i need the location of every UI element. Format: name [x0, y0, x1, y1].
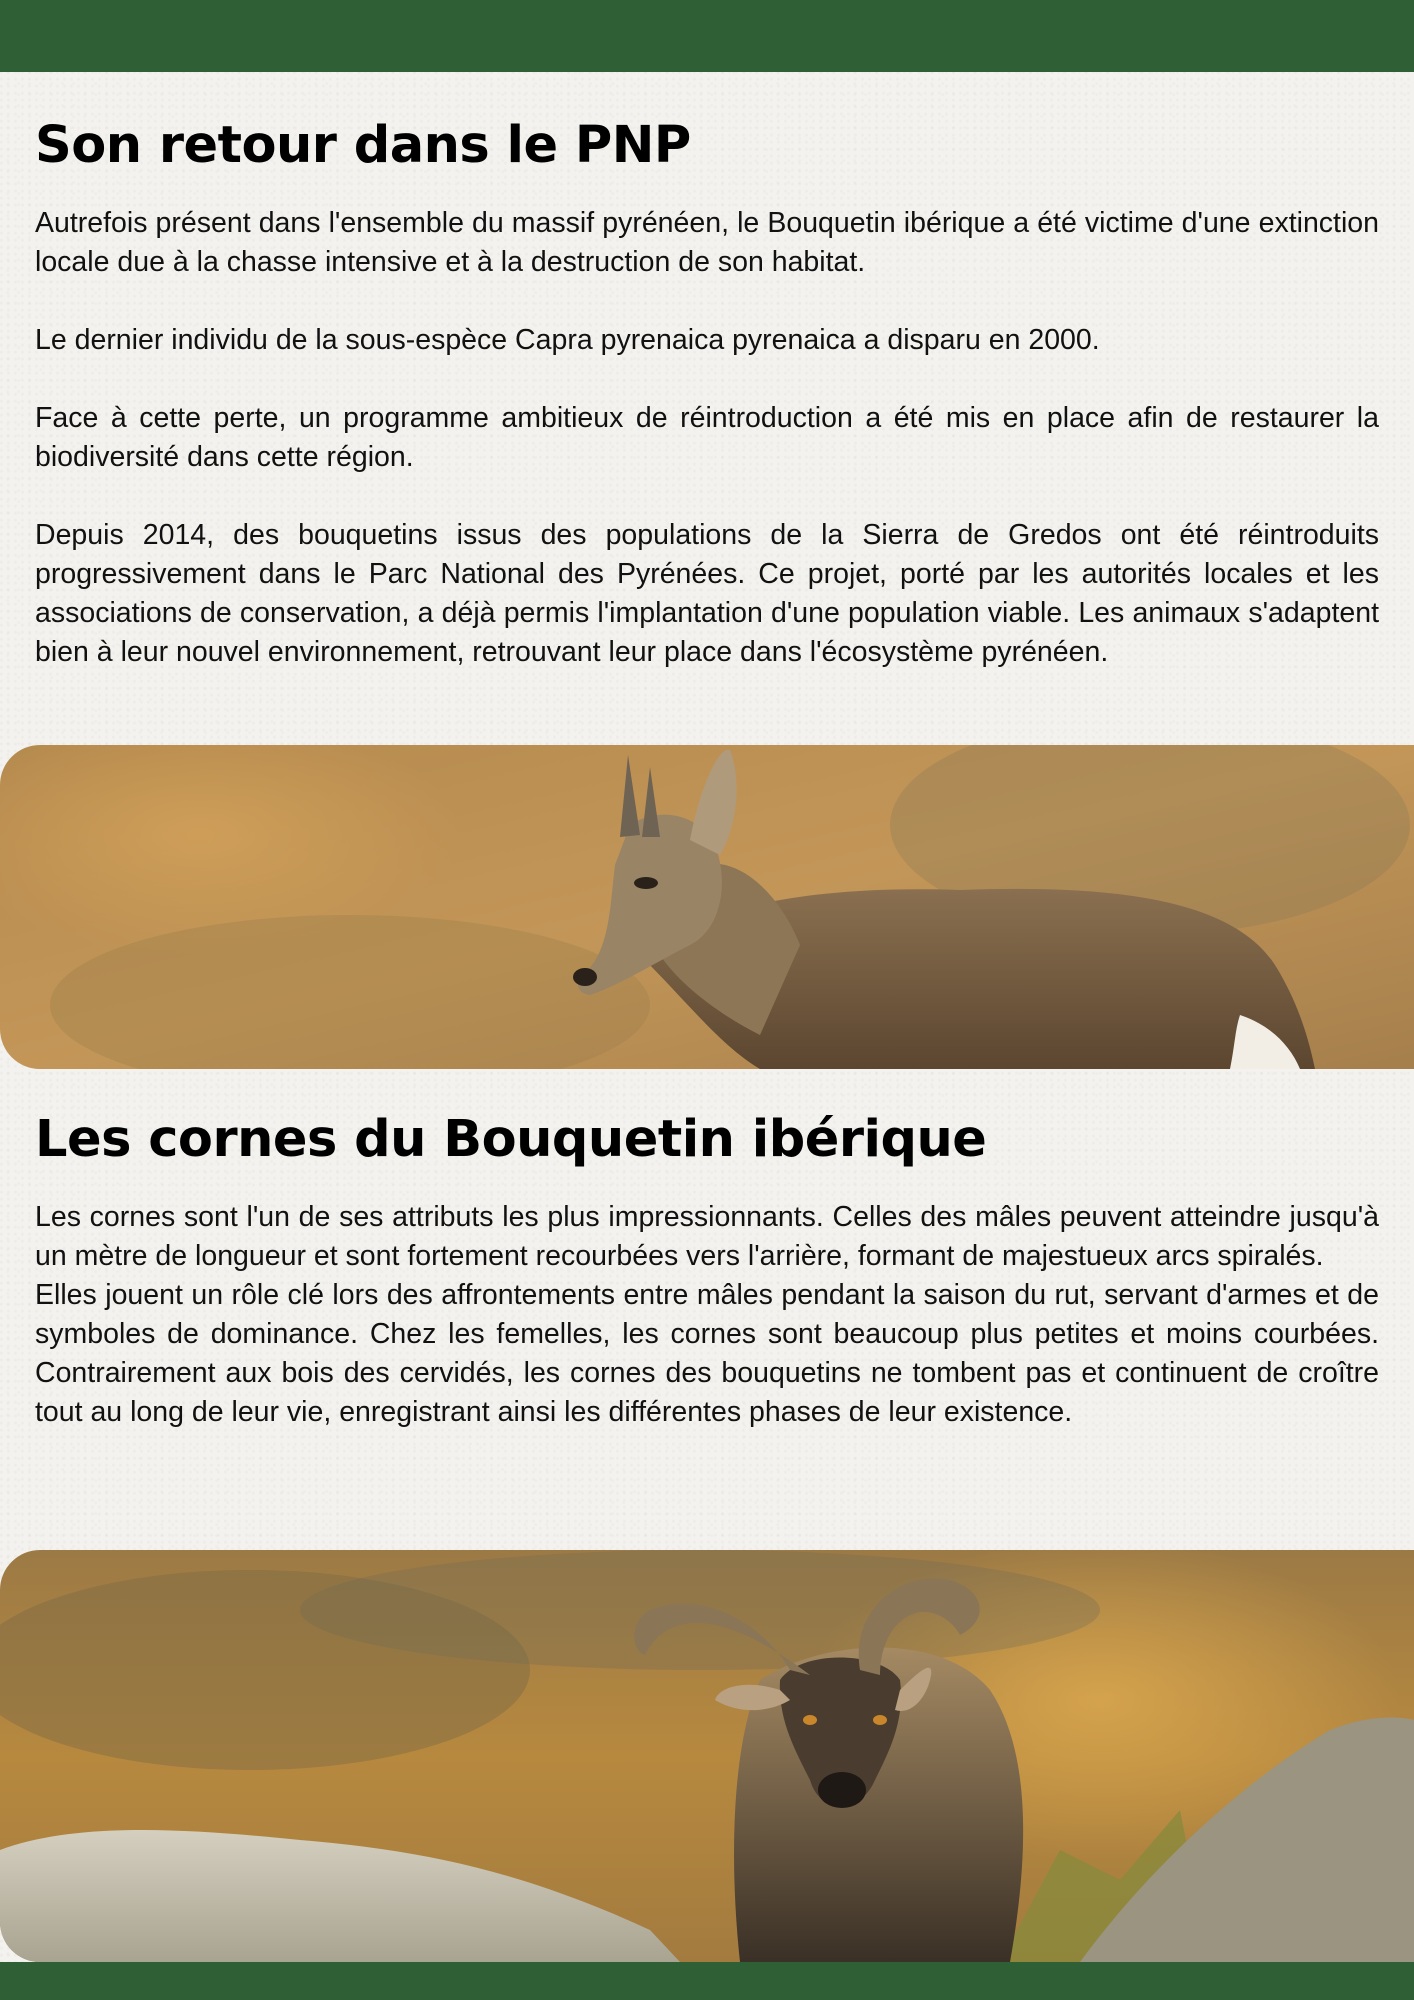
paragraph: Face à cette perte, un programme ambitieux de réintroduction a été mis en place afin de restaurer la biodiversité dans cette région. [35, 402, 1379, 474]
male-ibex-photo [0, 1550, 1414, 1962]
paragraph: Le dernier individu de la sous-espèce Capra pyrenaica pyrenaica a disparu en 2000. [35, 324, 1100, 357]
top-band [0, 0, 1414, 72]
section-title: Les cornes du Bouquetin ibérique [35, 1110, 987, 1169]
section-title: Son retour dans le PNP [35, 116, 691, 175]
section-horns [35, 1112, 1379, 1432]
paragraph: Depuis 2014, des bouquetins issus des populations de la Sierra de Gredos ont été réintroduits progressivement dans le Parc National des Pyrénées. Ce projet, porté par les autorités locales et les associations de conservation, a déjà permis l'implantation d'une population viable. Les animaux s'adaptent bien à leur nouvel environnement, retrouvant leur place dans l'écosystème pyrénéen. [35, 519, 1379, 669]
young-ibex-photo [0, 745, 1414, 1069]
paragraph: Les cornes sont l'un de ses attributs les plus impressionnants. Celles des mâles peuvent atteindre jusqu'à un mètre de longueur et sont fortement recourbées vers l'arrière, formant de majestueux arcs spiralés. [35, 1201, 1379, 1273]
section-return [35, 118, 1379, 672]
paragraph: Elles jouent un rôle clé lors des affrontements entre mâles pendant la saison du rut, servant d'armes et de symboles de dominance. Chez les femelles, les cornes sont beaucoup plus petites et moins courbées. Contrairement aux bois des cervidés, les cornes des bouquetins ne tombent pas et continuent de croître tout au long de leur vie, enregistrant ainsi les différentes phases de leur existence. [35, 1279, 1379, 1429]
paragraph: Autrefois présent dans l'ensemble du massif pyrénéen, le Bouquetin ibérique a été victime d'une extinction locale due à la chasse intensive et à la destruction de son habitat. [35, 207, 1379, 279]
bottom-band [0, 1962, 1414, 2000]
